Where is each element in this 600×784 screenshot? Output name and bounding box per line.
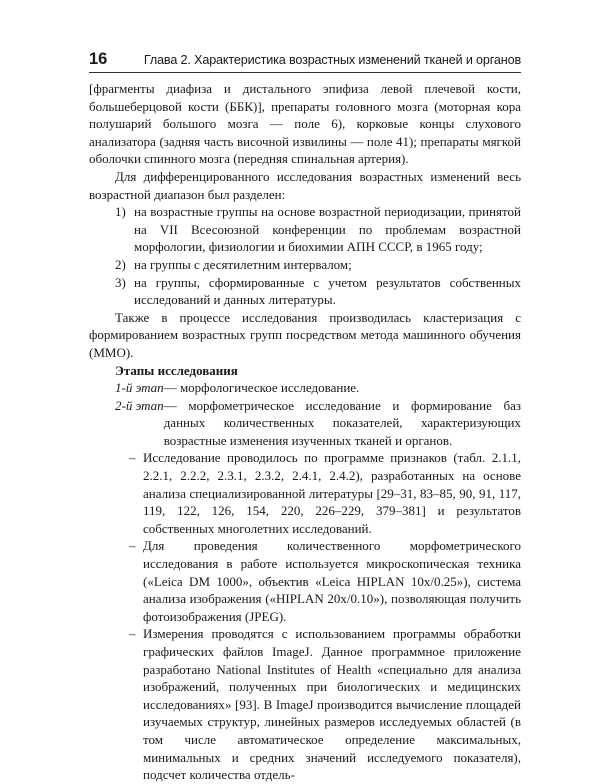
page-number: 16: [89, 50, 108, 68]
list-marker: 2): [115, 256, 126, 272]
running-header: [89, 50, 521, 73]
dash-list-item-text: Исследование проводилось по программе признаков (табл. 2.1.1, 2.2.1, 2.2.2, 2.3.1, 2.3.2, 2.4.1, 2.4.2), разработанных на основе анализа специализированной литературы [29–31, 83–85, 90, 91, 117, 119, 122, 126, 154, 220, 226–229, 379–381] и результатов собственных многолетних исследований.: [143, 450, 521, 536]
list-marker: 1): [115, 204, 126, 220]
dash-list-item-text: Измерения проводятся с использованием программы обработки графических файлов ImageJ. Данное программное приложение разработано National Institutes of Health «специально для анализа изображений, полученных при биологических и медицинских исследованиях» [93]. В ImageJ производится вычисление площадей изучаемых структур, линейных размеров исследуемых областей (в том числе автоматическое определение максимальных, минимальных и средних значений исследуемого показателя), подсчет количества отдель-: [143, 626, 521, 783]
dash-list-item: [89, 537, 521, 625]
list-item: [89, 256, 521, 274]
dash-list-item: [89, 449, 521, 537]
list-item: [89, 203, 521, 256]
dash-list-item-text: Для проведения количественного морфометрического исследования в работе используется микроскопическая техника («Leica DM 1000», объектив «Leica HIPLAN 10x/0.25»), система анализа изображения («HIPLAN 20x/0.10»), позволяющая получить фотоизображения (JPEG).: [143, 538, 521, 624]
stage-item: [89, 397, 521, 450]
stage-text: — морфологическое исследование.: [163, 380, 360, 396]
body-text: [89, 80, 521, 784]
chapter-title: Глава 2. Характеристика возрастных изменений тканей и органов: [143, 53, 521, 67]
dash-marker: –: [129, 450, 136, 466]
list-item-text: на возрастные группы на основе возрастной периодизации, принятой на VII Всесоюзной конференции по проблемам возрастной морфологии, физиологии и биохимии АПН СССР, в 1965 году;: [134, 204, 521, 255]
stage-item: [89, 379, 521, 397]
list-item-text: на группы с десятилетним интервалом;: [134, 256, 352, 272]
stage-label: 1-й этап: [115, 380, 164, 396]
stages-heading: Этапы исследования: [115, 362, 238, 378]
dash-marker: –: [129, 626, 136, 642]
stage-label: 2-й этап: [115, 397, 164, 413]
dash-marker: –: [129, 538, 136, 554]
list-item: [89, 274, 521, 309]
list-marker: 3): [115, 274, 126, 290]
stage-text: — морфометрическое исследование и формирование баз данных количественных показателей, характеризующих возрастные изменения изученных тканей и органов.: [163, 397, 521, 448]
intro-paragraph: [фрагменты диафиза и дистального эпифиза левой плечевой кости, большеберцовой кости (ББК)], препараты головного мозга (моторная кора полушарий большого мозга — поле 6), корковые концы слухового анализатора (задняя часть височной извилины — поле 41); препараты мягкой оболочки спинного мозга (передняя спинальная артерия).: [89, 81, 521, 167]
division-intro-paragraph: Для дифференцированного исследования возрастных изменений весь возрастной диапазон был разделен:: [89, 168, 521, 202]
dash-list-item: [89, 625, 521, 783]
list-item-text: на группы, сформированные с учетом результатов собственных исследований и данных литературы.: [134, 274, 521, 308]
clustering-paragraph: Также в процессе исследования производилась кластеризация с формированием возрастных групп посредством метода машинного обучения (ММО).: [89, 309, 521, 360]
